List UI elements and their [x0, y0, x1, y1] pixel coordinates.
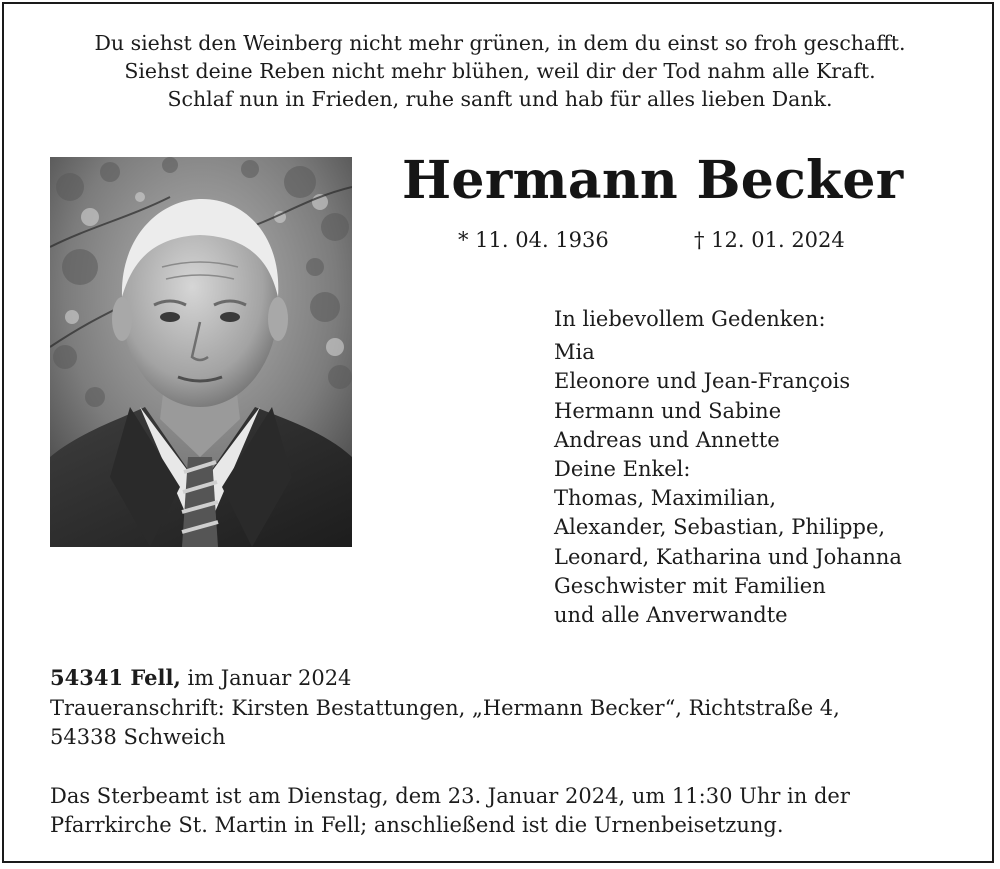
mourner-line: Hermann und Sabine: [554, 398, 782, 423]
place: 54341 Fell,: [50, 665, 181, 690]
portrait-photo: [50, 157, 352, 547]
footer-info: [50, 663, 850, 841]
mourners-heading: In liebevollem Gedenken:: [554, 307, 826, 331]
date: im Januar 2024: [180, 666, 352, 690]
mourner-line: und alle Anverwandte: [554, 603, 788, 628]
mourning-address-city: 54338 Schweich: [50, 725, 226, 749]
place-date-line: [50, 663, 850, 694]
mourner-line: Alexander, Sebastian, Philippe,: [554, 515, 886, 540]
mourner-line: Mia: [554, 340, 595, 365]
mourner-line: Geschwister mit Familien: [554, 573, 826, 598]
death-date: † 12. 01. 2024: [694, 228, 845, 252]
funeral-service-line: Pfarrkirche St. Martin in Fell; anschließend ist die Urnenbeisetzung.: [50, 813, 784, 837]
memorial-verse: [0, 29, 1000, 113]
mourner-line: Eleonore und Jean-François: [554, 369, 851, 394]
mourner-line: Thomas, Maximilian,: [554, 486, 777, 511]
mourner-line: Andreas und Annette: [554, 427, 780, 452]
mourner-line: Deine Enkel:: [554, 457, 691, 482]
mourner-line: Leonard, Katharina und Johanna: [554, 544, 902, 569]
mourning-address-line: Traueranschrift: Kirsten Bestattungen, „Hermann Becker“, Richtstraße 4,: [50, 695, 840, 720]
verse-line: Du siehst den Weinberg nicht mehr grünen, in dem du einst so froh geschafft.: [94, 31, 906, 55]
deceased-name: Hermann Becker: [402, 150, 904, 211]
funeral-service-line: Das Sterbeamt ist am Dienstag, dem 23. Januar 2024, um 11:30 Uhr in der: [50, 783, 850, 808]
verse-line: Schlaf nun in Frieden, ruhe sanft und hab für alles lieben Dank.: [167, 87, 833, 111]
verse-line: Siehst deine Reben nicht mehr blühen, weil dir der Tod nahm alle Kraft.: [124, 59, 876, 83]
birth-date: * 11. 04. 1936: [458, 228, 609, 252]
mourners-list: [554, 305, 902, 630]
